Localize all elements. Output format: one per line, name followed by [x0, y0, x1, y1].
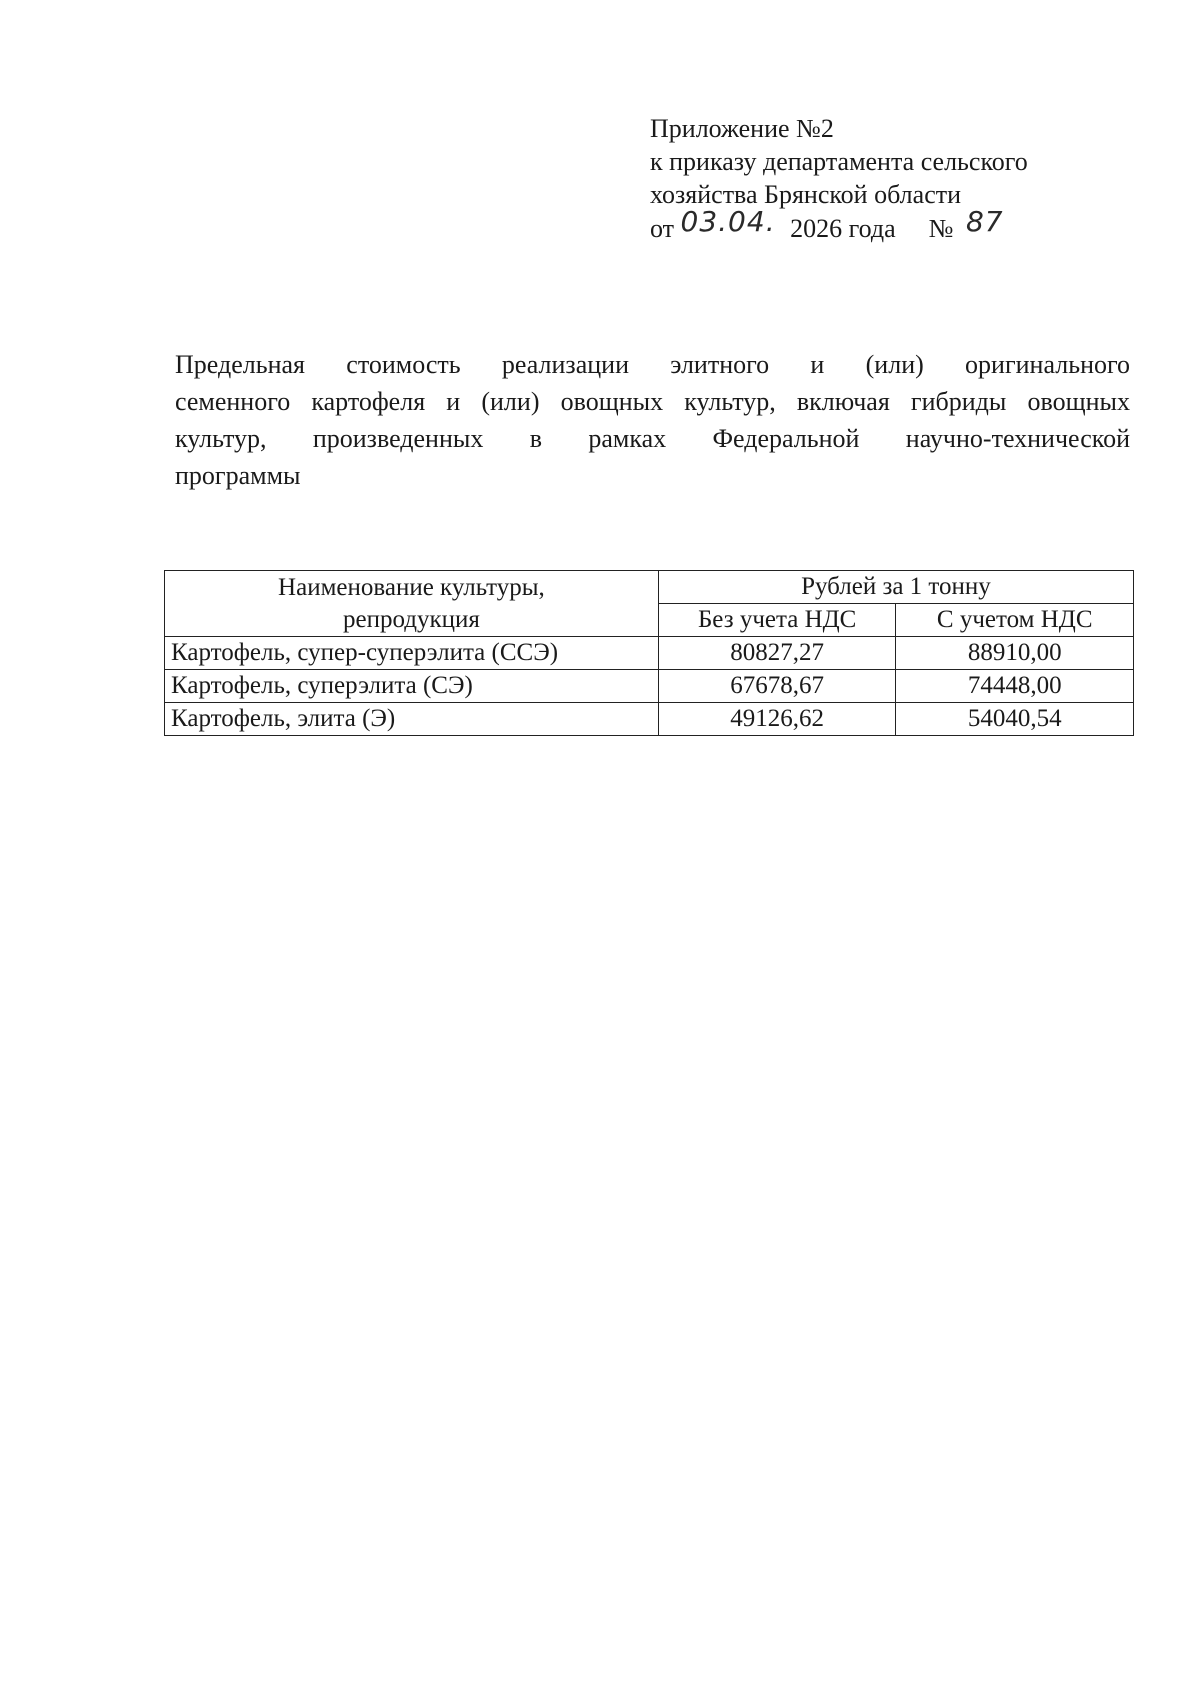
annex-date-line — [650, 205, 1028, 245]
annex-department-line: хозяйства Брянской области — [650, 180, 962, 209]
name-header-line1: Наименование культуры, — [278, 573, 545, 601]
without-vat-header: Без учета НДС — [658, 604, 896, 637]
number-prefix: № — [928, 214, 954, 243]
handwritten-number: 87 — [965, 205, 1004, 238]
price-table — [164, 570, 1134, 736]
annex-title: Приложение №2 — [650, 114, 834, 143]
table-row — [165, 670, 1134, 703]
annex-order-line: к приказу департамента сельского — [650, 147, 1028, 176]
price-without-vat-cell: 49126,62 — [658, 703, 896, 736]
year-text: 2026 года — [790, 214, 896, 243]
name-column-header — [165, 571, 659, 637]
handwritten-date: 03.04. — [680, 205, 776, 238]
heading-row: Предельная стоимость реализации элитного и (или) оригинального — [175, 350, 1130, 379]
crop-name-cell: Картофель, супер-суперэлита (ССЭ) — [165, 637, 659, 670]
name-header-line2: репродукция — [342, 605, 480, 633]
heading-row: культур, произведенных в рамках Федеральной научно-технической — [175, 424, 1130, 453]
annex-block — [650, 112, 1028, 245]
price-with-vat-cell: 54040,54 — [896, 703, 1134, 736]
date-prefix: от — [650, 214, 675, 243]
heading-row: программы — [175, 461, 301, 490]
heading-row: семенного картофеля и (или) овощных культур, включая гибриды овощных — [175, 387, 1130, 416]
with-vat-header: С учетом НДС — [896, 604, 1134, 637]
table-row — [165, 703, 1134, 736]
price-without-vat-cell: 80827,27 — [658, 637, 896, 670]
price-with-vat-cell: 74448,00 — [896, 670, 1134, 703]
document-heading — [175, 346, 1130, 494]
table-row — [165, 637, 1134, 670]
table-header-row — [165, 571, 1134, 604]
price-group-header: Рублей за 1 тонну — [658, 571, 1133, 604]
crop-name-cell: Картофель, суперэлита (СЭ) — [165, 670, 659, 703]
price-with-vat-cell: 88910,00 — [896, 637, 1134, 670]
crop-name-cell: Картофель, элита (Э) — [165, 703, 659, 736]
price-without-vat-cell: 67678,67 — [658, 670, 896, 703]
